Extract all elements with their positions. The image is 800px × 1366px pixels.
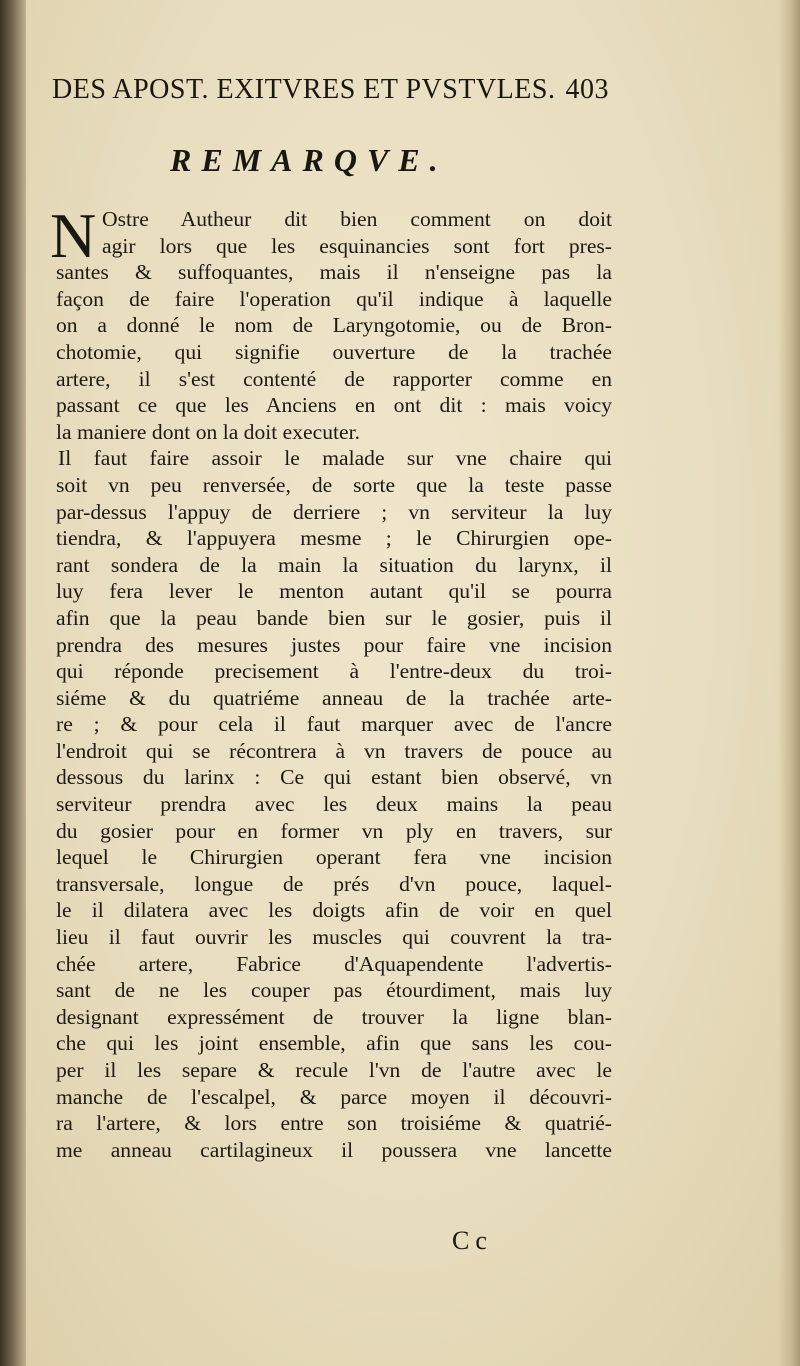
- text-line: Ostre Autheur dit bien comment on doit: [102, 207, 612, 231]
- text-line: lieu il faut ouvrir les muscles qui couvrent la tra-: [56, 925, 612, 950]
- book-spine-shadow: [0, 0, 26, 1366]
- text-line: designant expressément de trouver la ligne blan-: [56, 1004, 612, 1029]
- text-line: le il dilatera avec les doigts afin de voir en quel: [56, 898, 612, 923]
- drop-cap: N: [50, 200, 97, 271]
- text-line: chotomie, qui signifie ouverture de la trachée: [56, 339, 612, 364]
- text-line: luy fera lever le menton autant qu'il se pourra: [56, 579, 612, 604]
- text-line: chée artere, Fabrice d'Aquapendente l'advertis-: [56, 951, 612, 976]
- text-line: par-dessus l'appuy de derriere ; vn serviteur la luy: [56, 499, 612, 524]
- running-header: [52, 74, 662, 114]
- text-line: passant ce que les Anciens en ont dit : mais voicy: [56, 393, 612, 418]
- text-line: afin que la peau bande bien sur le gosier, puis il: [56, 605, 612, 630]
- text-line: per il les separe & recule l'vn de l'autre avec le: [56, 1058, 612, 1082]
- text-line: transversale, longue de prés d'vn pouce, laquel-: [56, 871, 612, 896]
- text-line: soit vn peu renversée, de sorte que la teste passe: [56, 472, 612, 497]
- text-line: sant de ne les couper pas étourdiment, mais luy: [56, 978, 612, 1003]
- running-title: DES APOST. EXITVRES ET PVSTVLES.: [52, 74, 556, 105]
- text-line: artere, il s'est contenté de rapporter comme en: [56, 366, 612, 391]
- text-line: re ; & pour cela il faut marquer avec de l'ancre: [56, 712, 612, 737]
- body-text: [56, 206, 612, 1163]
- text-line: prendra des mesures justes pour faire vne incision: [56, 632, 612, 657]
- text-line: la maniere dont on la doit executer.: [56, 419, 360, 444]
- text-line: l'endroit qui se récontrera à vn travers de pouce au: [56, 738, 612, 763]
- text-line: Il faut faire assoir le malade sur vne chaire qui: [58, 446, 612, 471]
- text-line: che qui les joint ensemble, afin que sans les cou-: [56, 1031, 612, 1056]
- text-line: tiendra, & l'appuyera mesme ; le Chirurgien ope-: [56, 526, 612, 551]
- section-title: REMARQVE.: [170, 142, 448, 178]
- text-line: qui réponde precisement à l'entre-deux du troi-: [56, 659, 612, 684]
- text-line: façon de faire l'operation qu'il indique à laquelle: [56, 286, 612, 311]
- page-edge: [778, 0, 800, 1366]
- text-line: serviteur prendra avec les deux mains la peau: [56, 792, 612, 817]
- text-line: du gosier pour en former vn ply en travers, sur: [56, 818, 612, 843]
- text-line: lequel le Chirurgien operant fera vne incision: [56, 845, 612, 870]
- text-line: rant sondera de la main la situation du larynx, il: [56, 552, 612, 577]
- text-line: dessous du larinx : Ce qui estant bien observé, vn: [56, 765, 612, 790]
- page-number: 403: [565, 74, 609, 105]
- text-line: siéme & du quatriéme anneau de la trachée arte-: [56, 685, 612, 710]
- signature-mark: Cc: [452, 1226, 493, 1255]
- text-line: agir lors que les esquinancies sont fort pres-: [102, 233, 612, 258]
- text-line: ra l'artere, & lors entre son troisiéme & quatrié-: [56, 1111, 612, 1136]
- text-line: me anneau cartilagineux il poussera vne lancette: [56, 1137, 612, 1162]
- text-line: on a donné le nom de Laryngotomie, ou de Bron-: [56, 313, 612, 338]
- text-line: santes & suffoquantes, mais il n'enseigne pas la: [56, 260, 612, 285]
- text-line: manche de l'escalpel, & parce moyen il découvri-: [56, 1084, 612, 1109]
